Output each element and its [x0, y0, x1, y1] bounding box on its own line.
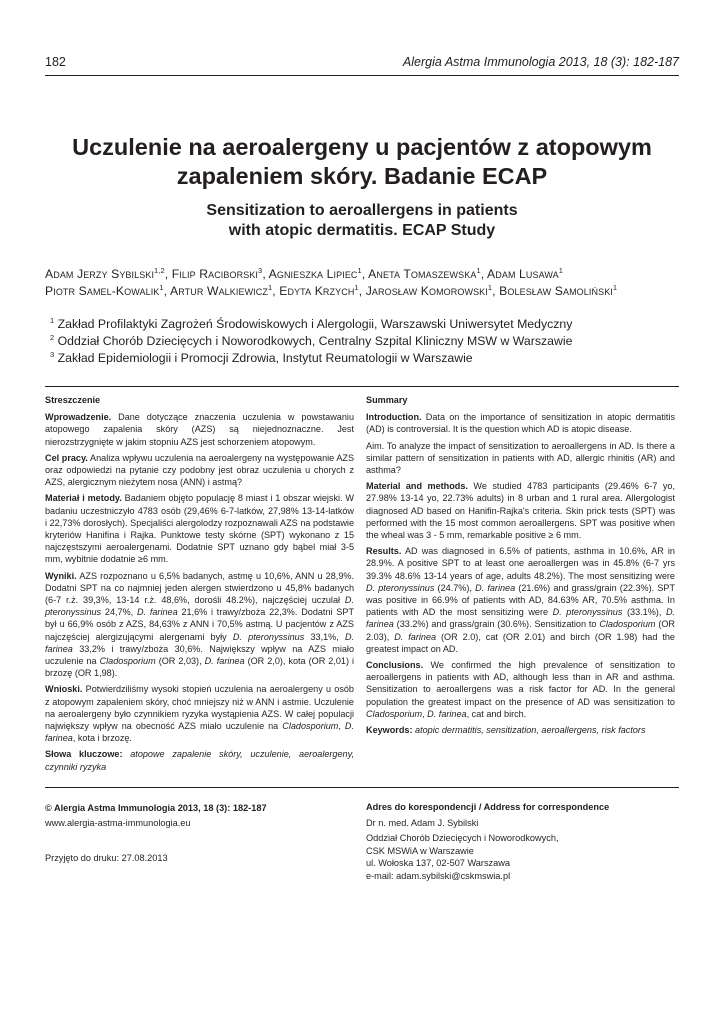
wyniki-text: (OR 2,0), kota (OR 2,01) i brzozę (OR 1,98).	[45, 656, 355, 679]
wnioski-species: D. farinea	[45, 721, 355, 744]
title-en-line-1: Sensitization to aeroallergens in patients	[206, 202, 518, 219]
title-pl-line-2: zapaleniem skóry. Badanie ECAP	[176, 163, 548, 189]
keywords-label: Keywords:	[366, 725, 413, 736]
affiliation-number: 1	[50, 316, 55, 325]
author-name: Jarosław Komorowski	[365, 284, 488, 298]
results-species: Cladosporium	[599, 619, 656, 630]
accepted-date: Przyjęto do druku: 27.08.2013	[45, 853, 168, 863]
wyniki-text: 21,6% i trawy/zboża 22,3%. Dodatni SPT był u 66,9% osób z AZS, 84,63% z ANN i 70,5% astmą. U pacjentów z AZS najczęściej alergizującymi alergenami były	[45, 607, 354, 642]
author-name: Agnieszka Lipiec	[268, 267, 358, 281]
wprowadzenie-text: Dane dotyczące znaczenia uczulenia w powstawaniu atopowego zapalenia skóry (AZS) są niejednoznaczne. Jest nierozstrzygnięte w jakim stopniu AZS jest schorzeniem atopowym.	[45, 412, 354, 447]
author-affiliation-marker: 1	[267, 283, 273, 292]
results-species: D. farinea	[366, 607, 676, 630]
wyniki-species: D. pteronyssinus	[232, 631, 305, 642]
author-name: Aneta Tomaszewska	[368, 267, 477, 281]
author-affiliation-marker: 1	[612, 283, 618, 292]
results-label: Results.	[366, 546, 402, 557]
footer-spacer	[45, 831, 267, 851]
author-name: Filip Raciborski	[171, 267, 259, 281]
keywords-text: atopic dermatitis, sensitization, aeroallergens, risk factors	[415, 725, 646, 736]
slowa-kluczowe-text: atopowe zapalenie skóry, uczulenie, aeroalergeny, czynniki ryzyka	[45, 749, 354, 772]
author-name: Edyta Krzych	[279, 284, 355, 298]
wnioski-text: ,	[338, 721, 341, 732]
cel-text: Analiza wpływu uczulenia na aeroalergeny na występowanie AZS oraz odpowiedzi na pytanie czy podobny jest obraz uczulenia u chorych z AZS, alergicznym nieżytem nosa (ANN) i astmą?	[45, 452, 355, 488]
material-label: Materiał i metody.	[45, 493, 122, 504]
author-affiliation-marker: 3	[258, 266, 263, 275]
affiliation-text: Zakład Epidemiologii i Promocji Zdrowia, Instytut Reumatologii w Warszawie	[57, 351, 473, 365]
results-species: D. pteronyssinus	[366, 582, 435, 593]
results-text: (21.6%) and grass/grain (22.3%). SPT was positive in 66.9% of patients with AD, 84.63% AR, 70.5% asthma. In patients with AD the most sensitizing were	[366, 582, 676, 618]
results-species: D. farinea	[394, 631, 437, 642]
wnioski-text: , kota i brzozę.	[72, 733, 132, 744]
correspondence-department: Oddział Chorób Dziecięcych i Noworodkowych,	[366, 833, 559, 843]
wyniki-paragraph	[45, 570, 354, 680]
results-text: (OR 2.0), cat (OR 2.01) and birch (OR 1.98) had the greatest impact on AD.	[366, 631, 675, 654]
affiliation-item	[50, 316, 694, 333]
methods-label: Material and methods.	[366, 481, 468, 492]
results-species: D. pteronyssinus	[552, 607, 623, 618]
wyniki-species: D. farinea	[136, 607, 178, 618]
author-name: Piotr Samel-Kowalik	[45, 284, 160, 298]
footer-publication-info	[45, 801, 267, 866]
correspondence-name: Dr n. med. Adam J. Sybilski	[366, 817, 479, 828]
wyniki-species: D. farinea	[45, 631, 355, 654]
affiliation-item	[50, 333, 694, 350]
conclusions-text: , cat and birch.	[466, 708, 527, 719]
correspondence-email[interactable]: e-mail: adam.sybilski@cskmswia.pl	[366, 870, 511, 881]
results-text: (24.7%),	[437, 582, 472, 593]
results-text: AD was diagnosed in 6.5% of patients, asthma in 10.6%, AR in 28.9%. A positive SPT to at least one aeroallergen was in 45.8% (6-7 yrs 39.3% 48.6% 13-14 years of age, adults 48.2%). The most sensitizing were	[366, 546, 675, 581]
affiliation-text: Oddział Chorób Dziecięcych i Noworodkowych, Centralny Szpital Kliniczny MSW w Warszawie	[57, 334, 573, 348]
article-title-english	[30, 201, 694, 240]
introduction-text: Data on the importance of sensitization in atopic dermatitis (AD) is controversial. It is the question which AD is atopic disease.	[366, 412, 675, 435]
methods-text: We studied 4783 participants (29.46% 6-7 yo, 27.98% 13-14 yo, 22.73% adults) in 8 urban and 1 rural area. Allergologist diagnosed AD based on Hanifin-Rajka's criteria. Skin prick tests (SPT) was performed with the 15 most common aeroallergens. SPT was positive when the wheal was 3 - 5 mm, remarkable positive ≥ 6 mm.	[366, 481, 675, 541]
wyniki-text: 33,1%,	[310, 631, 339, 642]
wprowadzenie-paragraph	[45, 411, 354, 448]
abstract-top-divider	[45, 386, 679, 387]
material-paragraph	[45, 492, 354, 565]
author-name: Adam Lusawa	[487, 267, 559, 281]
streszczenie-heading: Streszczenie	[45, 395, 101, 405]
cel-paragraph	[45, 452, 354, 489]
author-name: Bolesław Samoliński	[499, 284, 613, 298]
results-text: (33.1%),	[626, 607, 662, 618]
wyniki-species: Cladosporium	[99, 656, 156, 667]
journal-reference: Alergia Astma Immunologia 2013, 18 (3): 182-187	[402, 55, 679, 69]
introduction-paragraph	[366, 411, 675, 435]
author-affiliation-marker: 1	[476, 266, 481, 275]
title-en-line-2: with atopic dermatitis. ECAP Study	[228, 221, 496, 239]
results-text: (OR 2.03),	[366, 619, 675, 642]
cel-label: Cel pracy.	[45, 452, 88, 463]
affiliation-number: 2	[50, 333, 55, 342]
copyright-notice: © Alergia Astma Immunologia 2013, 18 (3): 182-187	[45, 803, 267, 813]
correspondence-hospital: CSK MSWiA w Warszawie	[366, 845, 474, 856]
wnioski-paragraph	[45, 683, 354, 744]
conclusions-label: Conclusions.	[366, 660, 424, 671]
wyniki-text: 33,2% i trawy/zboża 30,6%. Największy wpływ na AZS miało uczulenie na	[45, 643, 354, 667]
slowa-kluczowe-label: Słowa kluczowe:	[45, 749, 123, 760]
wnioski-label: Wnioski.	[45, 684, 83, 695]
material-text: Badaniem objęto populację 8 miast i 1 obszar wiejski. W badaniu uczestniczyło 4783 osób (29,46% 6-7-latków, 27,98% 13-14-latków i 22,73% dorosłych). Specjaliści alergolodzy rozpoznawali AZS na podstawie kryteriów Hanifina i Rajka. Punktowe testy skórne (SPT) wykonano z 15 najczęstszymi aeroalergenami. Dodatnie SPT uznano gdy bąbel miał 3-5 mm, wybitnie dodatnie ≥6 mm.	[45, 493, 355, 565]
author-affiliation-marker: 1	[159, 283, 164, 292]
author-list	[45, 266, 694, 300]
author-affiliation-marker: 1	[354, 283, 359, 292]
correspondence-street: ul. Wołoska 137, 02-507 Warszawa	[366, 858, 511, 868]
conclusions-text: ,	[422, 708, 425, 719]
wprowadzenie-label: Wprowadzenie.	[45, 412, 112, 423]
abstract-bottom-divider	[45, 787, 679, 788]
correspondence-heading: Adres do korespondencji / Address for correspondence	[366, 802, 610, 812]
author-name: Adam Jerzy Sybilski	[45, 267, 155, 281]
methods-paragraph	[366, 480, 675, 541]
conclusions-text: We confirmed the high prevalence of sensitization to aeroallergens in patients with AD, although less than in AR and asthma. Sensitization to aeroallergens was a risk factor for AD. In the general population the greatest impact on the presence of AD was sensitization to	[366, 660, 675, 707]
title-pl-line-1: Uczulenie na aeroalergeny u pacjentów z atopowym	[72, 134, 652, 160]
footer-correspondence	[366, 801, 609, 882]
journal-website-link[interactable]: www.alergia-astma-immunologia.eu	[45, 818, 191, 828]
wyniki-text: (OR 2,03),	[158, 656, 202, 667]
author-affiliation-marker: 1	[558, 266, 564, 275]
conclusions-species: D. farinea	[427, 708, 467, 719]
wnioski-text: Potwierdziliśmy wysoki stopień uczulenia na aeroalergeny u osób z atopowym zapaleniem skóry, choć mniejszy niż w ANN i astmie. Uczulenie na aeroalergeny było czynnikiem ryzyka wystąpienia AZS. W całej populacji największy wpływ na obecność AZS miało uczulenie na	[45, 684, 354, 732]
streszczenie-column	[45, 394, 354, 777]
conclusions-paragraph	[366, 659, 675, 720]
author-affiliation-marker: 1,2	[154, 266, 165, 275]
summary-heading: Summary	[366, 395, 408, 405]
affiliations	[50, 316, 694, 367]
wyniki-text: AZS rozpoznano u 6,5% badanych, astmę u 10,6%, ANN u 28,9%. Dodatni SPT na co najmniej jeden alergen stwierdzono u 45,8% badanych (6-7 r.ż. 39,3%, 13-14 r.ż. 48,6%, dorośli 48.2%), najczęściej uczulał	[45, 570, 354, 606]
page-number: 182	[45, 55, 66, 69]
wyniki-species: D. pteronyssinus	[45, 595, 354, 618]
affiliation-text: Zakład Profilaktyki Zagrożeń Środowiskowych i Alergologii, Warszawski Uniwersytet Medyczny	[57, 317, 573, 331]
wnioski-species: Cladosporium	[282, 721, 339, 732]
keywords-paragraph	[366, 724, 675, 736]
wyniki-species: D. farinea	[204, 656, 245, 667]
results-paragraph	[366, 545, 675, 655]
authors-line-1: Adam Jerzy Sybilski$^{1,2}$, Filip Raciborski$^3$, Agnieszka Lipiec$^1$, Aneta Tomaszewska$^1$, Adam Lusawa$^1$	[45, 266, 564, 281]
author-affiliation-marker: 1	[357, 266, 362, 275]
wyniki-text: 24,7%,	[104, 607, 134, 618]
introduction-label: Introduction.	[366, 412, 422, 423]
conclusions-species: Cladosporium	[366, 708, 423, 719]
summary-column	[366, 394, 675, 740]
article-title-polish	[30, 133, 694, 191]
authors-line-2: Piotr Samel-Kowalik$^1$, Artur Walkiewicz$^1$, Edyta Krzych$^1$, Jarosław Komorowski$^1$, Bolesław Samoliński$^1$	[45, 283, 618, 298]
header-divider	[45, 75, 679, 76]
wyniki-label: Wyniki.	[45, 570, 77, 581]
author-name: Artur Walkiewicz	[170, 284, 268, 298]
author-affiliation-marker: 1	[487, 283, 493, 292]
slowa-kluczowe-paragraph	[45, 748, 354, 772]
results-text: (33.2%) and grass/grain (30.6%). Sensitization to	[396, 619, 597, 630]
affiliation-number: 3	[50, 350, 55, 359]
affiliation-item	[50, 350, 694, 367]
results-species: D. farinea	[475, 582, 516, 593]
aim-paragraph: Aim. To analyze the impact of sensitization to aeroallergens in AD. Is there a similar pattern of sensitization in patients with AD, allergic rhinitis (AR) and asthma?	[366, 440, 675, 476]
